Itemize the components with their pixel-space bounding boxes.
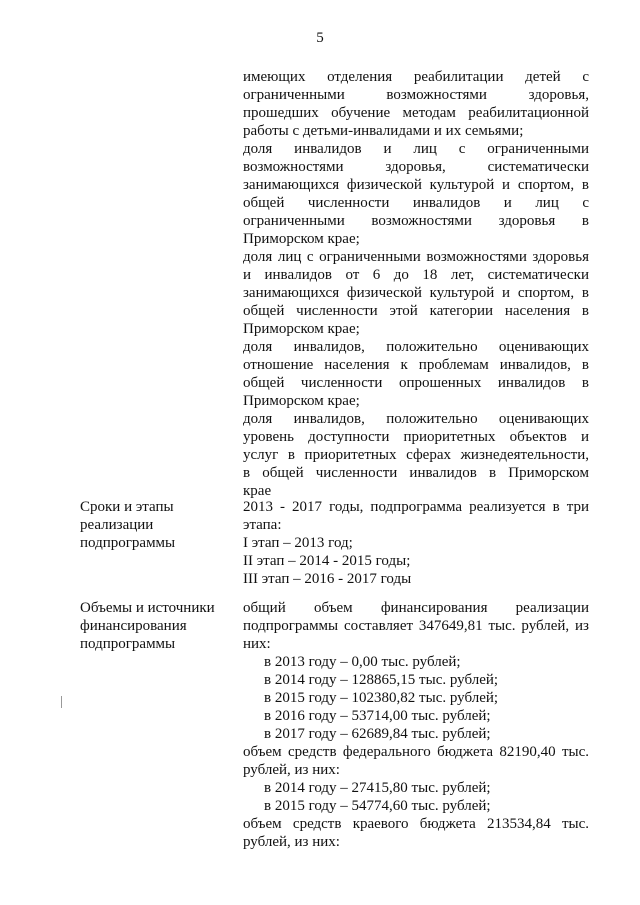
funding-line: объем средств федерального бюджета 82190,40 тыс. — [243, 744, 589, 760]
funding-line: объем средств краевого бюджета 213534,84 тыс. — [243, 816, 589, 832]
funding-year-line: в 2017 году – 62689,84 тыс. рублей; — [264, 726, 491, 742]
indicator-line: доля лиц с ограниченными возможностями здоровья — [243, 249, 589, 265]
funding-label-line: финансирования — [80, 618, 187, 634]
indicator-line: общей численности этой категории населения в — [243, 303, 589, 319]
funding-label-line: Объемы и источники — [80, 600, 215, 616]
margin-mark — [61, 696, 62, 708]
funding-line: них: — [243, 636, 271, 652]
indicator-line: работы с детьми-инвалидами и их семьями; — [243, 123, 524, 139]
terms-label-line: Сроки и этапы — [80, 499, 174, 515]
funding-line: общий объем финансирования реализации — [243, 600, 589, 616]
funding-line: рублей, из них: — [243, 834, 340, 850]
indicator-line: крае — [243, 483, 272, 499]
funding-year-line: в 2014 году – 27415,80 тыс. рублей; — [264, 780, 491, 796]
funding-year-line: в 2016 году – 53714,00 тыс. рублей; — [264, 708, 491, 724]
funding-year-line: в 2015 году – 102380,82 тыс. рублей; — [264, 690, 499, 706]
indicator-line: возможностями здоровья, систематически — [243, 159, 589, 175]
terms-line: III этап – 2016 - 2017 годы — [243, 571, 412, 587]
indicator-line: уровень доступности приоритетных объектов и — [243, 429, 589, 445]
terms-label-line: подпрограммы — [80, 535, 176, 551]
indicator-line: занимающихся физической культурой и спортом, в — [243, 285, 589, 301]
terms-line: 2013 - 2017 годы, подпрограмма реализуется в три — [243, 499, 589, 515]
terms-label-line: реализации — [80, 517, 154, 533]
indicator-line: Приморском крае; — [243, 231, 360, 247]
funding-line: рублей, из них: — [243, 762, 340, 778]
indicator-line: общей численности инвалидов и лиц с — [243, 195, 589, 211]
funding-year-line: в 2015 году – 54774,60 тыс. рублей; — [264, 798, 491, 814]
indicator-line: отношение населения к проблемам инвалидов, в — [243, 357, 589, 373]
indicator-line: и инвалидов от 6 до 18 лет, систематически — [243, 267, 589, 283]
indicator-line: прошедших обучение методам реабилитационной — [243, 105, 589, 121]
funding-year-line: в 2013 году – 0,00 тыс. рублей; — [264, 654, 461, 670]
indicator-line: ограниченными возможностями здоровья в — [243, 213, 589, 229]
indicator-line: Приморском крае; — [243, 393, 360, 409]
indicator-line: занимающихся физической культурой и спортом, в — [243, 177, 589, 193]
indicator-line: доля инвалидов и лиц с ограниченными — [243, 141, 589, 157]
funding-line: подпрограммы составляет 347649,81 тыс. рублей, из — [243, 618, 589, 634]
indicator-line: общей численности опрошенных инвалидов в — [243, 375, 589, 391]
indicator-line: доля инвалидов, положительно оценивающих — [243, 339, 589, 355]
page-number: 5 — [316, 30, 324, 46]
funding-year-line: в 2014 году – 128865,15 тыс. рублей; — [264, 672, 499, 688]
indicator-line: имеющих отделения реабилитации детей с — [243, 69, 589, 85]
terms-line: I этап – 2013 год; — [243, 535, 353, 551]
funding-label-line: подпрограммы — [80, 636, 176, 652]
indicator-line: в общей численности инвалидов в Приморском — [243, 465, 589, 481]
indicator-line: доля инвалидов, положительно оценивающих — [243, 411, 589, 427]
terms-line: этапа: — [243, 517, 282, 533]
indicator-line: ограниченными возможностями здоровья, — [243, 87, 589, 103]
indicator-line: Приморском крае; — [243, 321, 360, 337]
indicator-line: услуг в приоритетных сферах жизнедеятельности, — [243, 447, 589, 463]
terms-line: II этап – 2014 - 2015 годы; — [243, 553, 411, 569]
